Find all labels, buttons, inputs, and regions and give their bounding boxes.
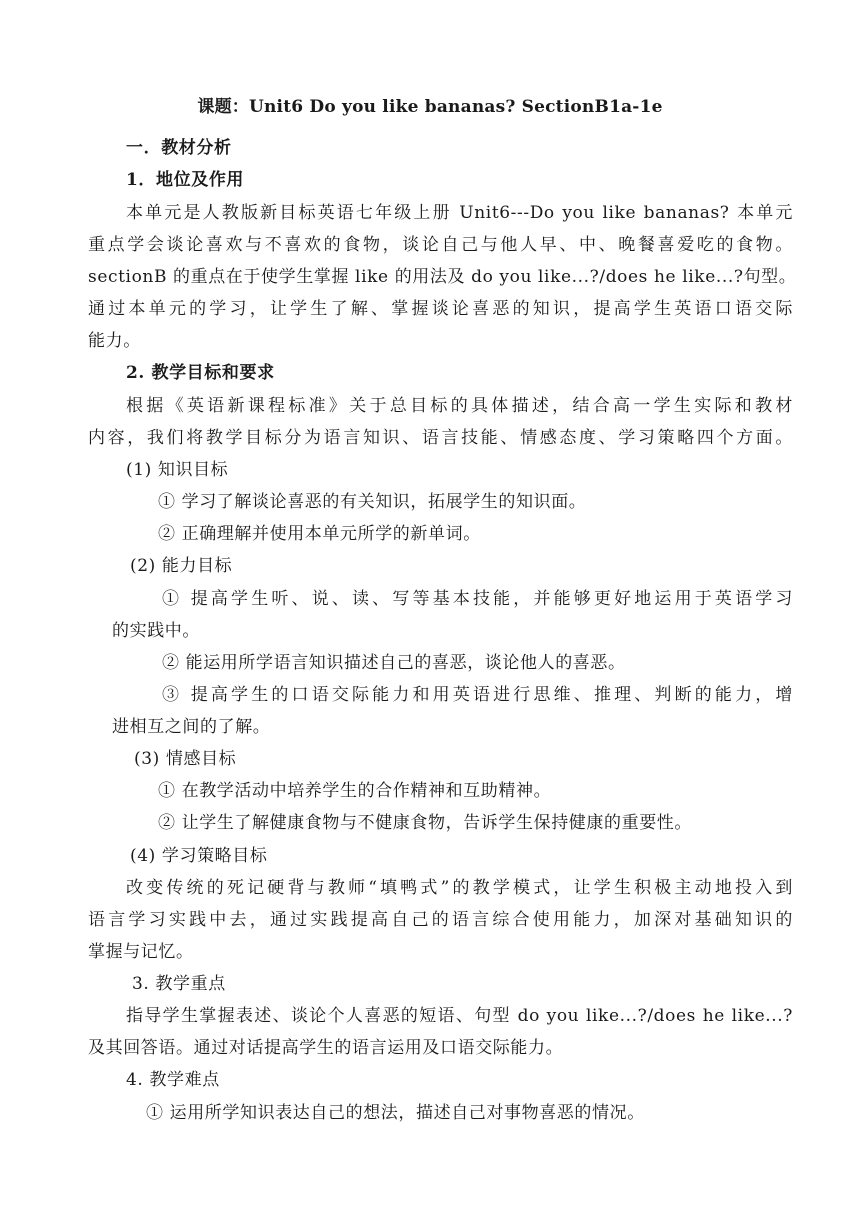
paragraph-line: 通过本单元的学习，让学生了解、掌握谈论喜恶的知识，提高学生英语口语交际: [88, 299, 793, 319]
paragraph-line: 语言学习实践中去，通过实践提高自己的语言综合使用能力，加深对基础知识的: [88, 910, 793, 930]
list-item: ② 让学生了解健康食物与不健康食物，告诉学生保持健康的重要性。: [158, 813, 693, 833]
list-item-continuation: 的实践中。: [112, 621, 200, 641]
paragraph-line: 指导学生掌握表述、谈论个人喜恶的短语、句型 do you like...?/does he like...?: [126, 1006, 793, 1026]
paragraph-line: 内容，我们将教学目标分为语言知识、语言技能、情感态度、学习策略四个方面。: [88, 428, 793, 448]
paragraph-line: 重点学会谈论喜欢与不喜欢的食物，谈论自己与他人早、中、晚餐喜爱吃的食物。: [88, 235, 793, 255]
paragraph-line: 能力。: [88, 331, 141, 351]
heading-difficulties: 4. 教学难点: [126, 1070, 220, 1090]
heading-textbook-analysis: 一．教材分析: [126, 138, 232, 158]
list-item: ① 学习了解谈论喜恶的有关知识，拓展学生的知识面。: [158, 492, 587, 512]
paragraph-line: 本单元是人教版新目标英语七年级上册 Unit6---Do you like bananas? 本单元: [126, 203, 793, 223]
list-item: ① 在教学活动中培养学生的合作精神和互助精神。: [158, 781, 552, 801]
list-item-continuation: 进相互之间的了解。: [112, 717, 271, 737]
subheading-knowledge: (1) 知识目标: [126, 460, 229, 480]
list-item: ① 提高学生听、说、读、写等基本技能，并能够更好地运用于英语学习: [162, 589, 793, 609]
paragraph-line: 及其回答语。通过对话提高学生的语言运用及口语交际能力。: [88, 1038, 564, 1058]
list-item: ① 运用所学知识表达自己的想法，描述自己对事物喜恶的情况。: [146, 1103, 645, 1123]
heading-position-role: 1．地位及作用: [126, 170, 245, 190]
list-item: ③ 提高学生的口语交际能力和用英语进行思维、推理、判断的能力，增: [162, 685, 793, 705]
list-item: ② 正确理解并使用本单元所学的新单词。: [158, 524, 481, 544]
paragraph-line: sectionB 的重点在于使学生掌握 like 的用法及 do you like...?/does he like...?句型。: [88, 267, 797, 287]
subheading-ability: (2) 能力目标: [130, 556, 233, 576]
paragraph-line: 根据《英语新课程标准》关于总目标的具体描述，结合高一学生实际和教材: [126, 396, 793, 416]
paragraph-line: 改变传统的死记硬背与教师“填鸭式”的教学模式，让学生积极主动地投入到: [126, 878, 793, 898]
paragraph-line: 掌握与记忆。: [88, 942, 194, 962]
subheading-strategy: (4) 学习策略目标: [130, 846, 268, 866]
heading-objectives: 2. 教学目标和要求: [126, 363, 275, 383]
lesson-title: 课题：Unit6 Do you like bananas? SectionB1a-1e: [197, 97, 663, 117]
heading-key-points: 3. 教学重点: [132, 974, 226, 994]
list-item: ② 能运用所学语言知识描述自己的喜恶，谈论他人的喜恶。: [162, 653, 626, 673]
subheading-emotion: (3) 情感目标: [134, 749, 237, 769]
